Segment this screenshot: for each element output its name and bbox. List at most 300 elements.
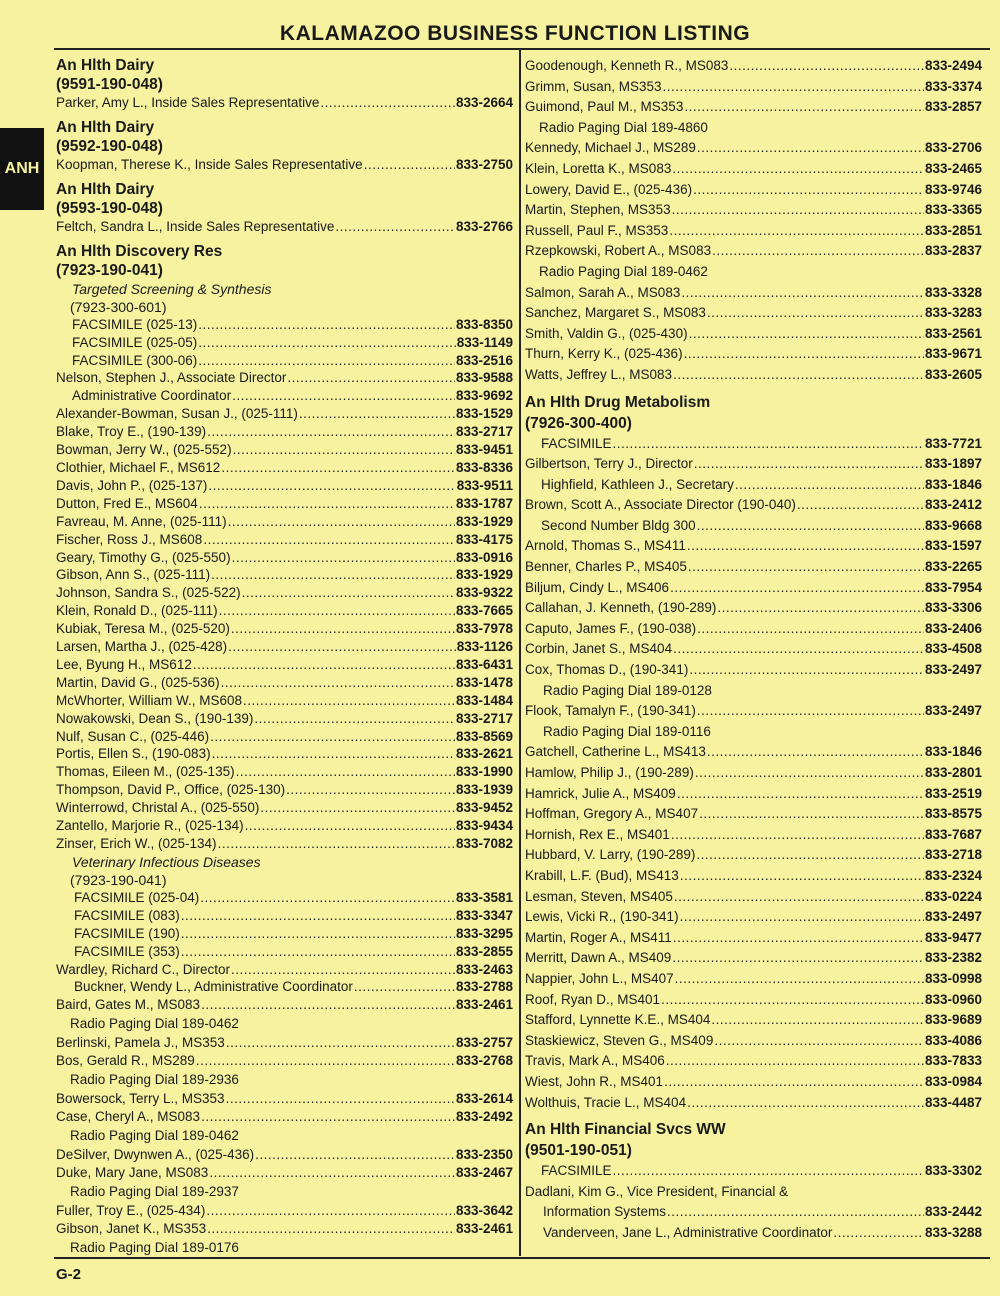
entry-phone: 833-1529	[455, 406, 513, 422]
entry-phone: 833-9434	[455, 818, 513, 834]
listing-entry	[56, 387, 513, 405]
dot-leader	[677, 784, 924, 805]
listing-entry	[525, 159, 982, 180]
dot-leader	[236, 763, 455, 781]
entry-phone: 833-2519	[924, 785, 982, 801]
entry-name: Second Number Bldg 300	[541, 517, 696, 533]
dot-leader	[208, 477, 455, 495]
dot-leader	[260, 799, 455, 817]
listing-entry	[56, 996, 513, 1014]
entry-name: Thompson, David P., Office, (025-130)	[56, 782, 286, 798]
listing-entry	[525, 1072, 982, 1093]
entry-phone: 833-2442	[924, 1204, 982, 1220]
listing-entry	[56, 710, 513, 728]
dot-leader	[198, 316, 455, 334]
dot-leader	[210, 728, 455, 746]
entry-name: Fischer, Ross J., MS608	[56, 531, 203, 547]
entry-phone: 833-0960	[924, 991, 982, 1007]
dot-leader	[672, 159, 924, 180]
entry-name: Arnold, Thomas S., MS411	[525, 538, 686, 554]
dot-leader	[674, 887, 924, 908]
listing-entry	[56, 781, 513, 799]
entry-name: Russell, Paul F., MS353	[525, 222, 669, 238]
entry-name: Blake, Troy E., (190-139)	[56, 424, 207, 440]
listing-entry	[56, 513, 513, 531]
entry-name: Favreau, M. Anne, (025-111)	[56, 513, 227, 529]
entry-phone: 833-2492	[455, 1108, 513, 1124]
entry-phone: 833-2801	[924, 765, 982, 780]
entry-phone: 833-8575	[924, 806, 982, 822]
listing-entry	[56, 423, 513, 441]
listing-entry	[56, 889, 513, 907]
entry-phone: 833-2465	[924, 160, 982, 176]
entry-name: Hubbard, V. Larry, (190-289)	[525, 847, 696, 863]
entry-phone: 833-2461	[455, 1220, 513, 1236]
entry-phone: 833-2857	[924, 99, 982, 115]
entry-phone: 833-7954	[924, 579, 982, 595]
dot-leader	[675, 969, 924, 990]
entry-name: Dutton, Fred E., MS604	[56, 495, 198, 511]
entry-name: Vanderveen, Jane L., Administrative Coordinator	[543, 1224, 833, 1240]
entry-phone: 833-8350	[455, 316, 513, 332]
listing-entry	[56, 925, 513, 943]
dot-leader	[664, 1072, 924, 1093]
listing-entry	[56, 369, 513, 387]
entry-phone: 833-9689	[924, 1012, 982, 1028]
entry-phone: 833-9692	[455, 388, 513, 404]
listing-entry	[56, 441, 513, 459]
entry-name: Gilbertson, Terry J., Director	[525, 456, 693, 472]
dot-leader	[255, 1146, 455, 1164]
entry-name: Nappier, John L., MS407	[525, 970, 674, 986]
entry-name: Benner, Charles P., MS405	[525, 559, 687, 575]
entry-phone: 833-2851	[924, 222, 982, 238]
dot-leader	[233, 441, 455, 459]
entry-name: Wardley, Richard C., Director	[56, 961, 231, 977]
entry-phone: 833-2497	[924, 909, 982, 925]
entry-name: Larsen, Martha J., (025-428)	[56, 639, 228, 655]
entry-name: Stafford, Lynnette K.E., MS404	[525, 1012, 711, 1028]
entry-name: Lesman, Steven, MS405	[525, 888, 673, 904]
entry-name: Nelson, Stephen J., Associate Director	[56, 370, 287, 386]
entry-name: Klein, Loretta K., MS083	[525, 160, 672, 176]
entry-phone: 833-1787	[455, 495, 513, 511]
listing-entry	[56, 817, 513, 835]
dot-leader	[671, 825, 924, 846]
listing-entry	[56, 316, 513, 334]
entry-name: Thurn, Kerry K., (025-436)	[525, 346, 683, 362]
listing-entry	[56, 1108, 513, 1126]
listing-entry	[56, 352, 513, 370]
subsection-heading: Targeted Screening & Synthesis	[72, 280, 272, 297]
dot-leader	[613, 1161, 924, 1182]
listing-entry	[56, 656, 513, 674]
entry-name: Lee, Byung H., MS612	[56, 656, 192, 672]
dot-leader	[797, 495, 924, 516]
entry-phone: 833-2516	[455, 352, 513, 368]
entry-name: Smith, Valdin G., (025-430)	[525, 325, 688, 341]
entry-phone: 833-9746	[924, 181, 982, 197]
dot-leader	[688, 557, 924, 578]
listing-entry	[56, 907, 513, 925]
entry-phone: 833-2463	[455, 961, 513, 977]
dot-leader	[673, 365, 924, 386]
entry-phone: 833-3288	[924, 1224, 982, 1240]
entry-name: Callahan, J. Kenneth, (190-289)	[525, 600, 717, 616]
listing-entry	[525, 77, 982, 98]
department-heading: An Hlth Dairy	[56, 57, 155, 74]
entry-phone: 833-2768	[455, 1053, 513, 1069]
listing-entry	[56, 961, 513, 979]
note-line: Radio Paging Dial 189-0116	[543, 723, 711, 739]
dot-leader	[286, 781, 455, 799]
entry-name: Duke, Mary Jane, MS083	[56, 1164, 209, 1180]
dot-leader	[697, 138, 924, 159]
section-tab: ANH	[0, 128, 44, 210]
entry-name: Johnson, Sandra S., (025-522)	[56, 585, 241, 601]
listing-entry	[525, 948, 982, 969]
entry-name: Bos, Gerald R., MS289	[56, 1053, 195, 1069]
note-line: Radio Paging Dial 189-4860	[539, 119, 708, 135]
entry-name: Zantello, Marjorie R., (025-134)	[56, 818, 244, 834]
listing-entry	[56, 156, 513, 174]
dot-leader	[354, 978, 455, 996]
entry-phone: 833-3347	[455, 907, 513, 923]
entry-name: Berlinski, Pamela J., MS353	[56, 1035, 225, 1051]
dot-leader	[669, 221, 924, 242]
dot-leader	[680, 866, 924, 887]
entry-name: Staskiewicz, Steven G., MS409	[525, 1032, 714, 1048]
entry-name: Baird, Gates M., MS083	[56, 997, 201, 1013]
listing-entry	[56, 943, 513, 961]
dot-leader	[673, 928, 924, 949]
listing-entry	[525, 969, 982, 990]
entry-phone: 833-3306	[924, 600, 982, 616]
entry-phone: 833-1478	[455, 674, 513, 690]
entry-phone: 833-9668	[924, 517, 982, 533]
listing-entry	[525, 200, 982, 221]
listing-entry	[56, 763, 513, 781]
entry-name: Grimm, Susan, MS353	[525, 78, 662, 94]
dot-leader	[212, 745, 455, 763]
right-column	[525, 56, 982, 1243]
dot-leader	[320, 94, 455, 112]
dot-leader	[232, 387, 455, 405]
entry-name: Administrative Coordinator	[72, 388, 232, 404]
listing-entry	[525, 56, 982, 77]
entry-name: Hamlow, Philip J., (190-289)	[525, 765, 694, 780]
entry-name: FACSIMILE	[541, 435, 612, 451]
listing-entry	[56, 218, 513, 236]
note-line: Radio Paging Dial 189-2936	[70, 1072, 239, 1088]
entry-phone: 833-2837	[924, 243, 982, 259]
entry-phone: 833-4508	[924, 641, 982, 657]
dot-leader	[232, 549, 455, 567]
entry-phone: 833-0224	[924, 888, 982, 904]
dot-leader	[697, 701, 924, 722]
entry-phone: 833-2561	[924, 325, 982, 341]
dot-leader	[717, 598, 924, 619]
listing-entry	[525, 97, 982, 118]
listing-entry	[56, 692, 513, 710]
dot-leader	[201, 996, 455, 1014]
dot-leader	[181, 925, 455, 943]
entry-phone: 833-0916	[455, 549, 513, 565]
entry-phone: 833-2717	[455, 424, 513, 440]
entry-name: Roof, Ryan D., MS401	[525, 991, 661, 1007]
dot-leader	[228, 513, 455, 531]
entry-name: Krabill, L.F. (Bud), MS413	[525, 867, 679, 883]
listing-entry	[56, 405, 513, 423]
entry-phone: 833-3365	[924, 202, 982, 218]
entry-phone: 833-3374	[924, 78, 982, 94]
entry-name: Martin, David G., (025-536)	[56, 674, 220, 690]
listing-entry	[56, 1202, 513, 1220]
listing-entry	[525, 283, 982, 304]
department-heading: An Hlth Discovery Res	[56, 242, 223, 260]
entry-name: Salmon, Sarah A., MS083	[525, 284, 681, 300]
dot-leader	[714, 1031, 924, 1052]
entry-name: Case, Cheryl A., MS083	[56, 1108, 201, 1124]
listing-entry	[525, 578, 982, 599]
entry-name: Hoffman, Gregory A., MS407	[525, 806, 699, 822]
dot-leader	[299, 405, 455, 423]
entry-phone: 833-1990	[455, 764, 513, 780]
entry-phone: 833-2718	[924, 847, 982, 863]
listing-entry	[525, 639, 982, 660]
subsection-code: (7923-300-601)	[70, 298, 167, 315]
dot-leader	[231, 620, 455, 638]
entry-phone: 833-3302	[924, 1163, 982, 1179]
dot-leader	[712, 241, 924, 262]
entry-name: Goodenough, Kenneth R., MS083	[525, 58, 729, 73]
listing-entry	[525, 516, 982, 537]
dot-leader	[696, 845, 924, 866]
listing-entry	[525, 701, 982, 722]
entry-name: Klein, Ronald D., (025-111)	[56, 603, 218, 619]
entry-phone: 833-3581	[455, 889, 513, 905]
entry-name: Koopman, Therese K., Inside Sales Representative	[56, 156, 363, 172]
dot-leader	[199, 495, 455, 513]
dot-leader	[687, 1093, 924, 1114]
listing-entry	[525, 928, 982, 949]
dot-leader	[198, 352, 455, 370]
dot-leader	[613, 434, 924, 455]
entry-phone: 833-7721	[924, 435, 982, 451]
entry-phone: 833-0984	[924, 1073, 982, 1089]
entry-name: Caputo, James F., (190-038)	[525, 620, 697, 636]
dot-leader	[729, 56, 924, 77]
listing-entry	[525, 1202, 982, 1223]
entry-name: FACSIMILE (083)	[74, 907, 180, 923]
department-heading: (7923-190-041)	[56, 261, 163, 279]
dot-leader	[200, 889, 455, 907]
department-heading: An Hlth Dairy	[56, 118, 155, 136]
dot-leader	[221, 674, 455, 692]
listing-entry	[525, 221, 982, 242]
dot-leader	[697, 619, 924, 640]
entry-phone: 833-2766	[455, 218, 513, 234]
listing-entry	[56, 602, 513, 620]
entry-phone: 833-2664	[455, 95, 513, 110]
department-heading: An Hlth Financial Svcs WW	[525, 1121, 726, 1139]
entry-name: Nulf, Susan C., (025-446)	[56, 728, 210, 744]
column-divider	[519, 50, 521, 1256]
dot-leader	[193, 656, 455, 674]
entry-name: FACSIMILE	[541, 1163, 612, 1179]
dot-leader	[196, 1052, 455, 1070]
entry-phone: 833-2406	[924, 620, 982, 636]
dot-leader	[684, 344, 924, 365]
listing-entry	[525, 619, 982, 640]
entry-phone: 833-2497	[924, 703, 982, 719]
entry-name: Merritt, Dawn A., MS409	[525, 950, 672, 966]
entry-name: Information Systems	[543, 1204, 667, 1220]
entry-phone: 833-6431	[455, 656, 513, 672]
entry-phone: 833-2324	[924, 867, 982, 883]
dot-leader	[693, 180, 924, 201]
entry-name: Bowman, Jerry W., (025-552)	[56, 442, 232, 458]
dot-leader	[684, 97, 924, 118]
entry-name: Buckner, Wendy L., Administrative Coordinator	[74, 979, 353, 995]
listing-entry	[525, 1051, 982, 1072]
listing-entry	[525, 495, 982, 516]
entry-phone: 833-9452	[455, 800, 513, 816]
listing-entry	[56, 728, 513, 746]
dot-leader	[673, 639, 924, 660]
dot-leader	[198, 334, 455, 352]
listing-entry	[525, 887, 982, 908]
entry-phone: 833-9477	[924, 929, 982, 945]
entry-phone: 833-9671	[924, 346, 982, 362]
entry-name: Sanchez, Margaret S., MS083	[525, 305, 706, 321]
subsection-heading: Veterinary Infectious Diseases	[72, 853, 261, 870]
entry-phone: 833-9588	[455, 370, 513, 386]
dot-leader	[207, 423, 455, 441]
left-column	[56, 56, 513, 1258]
entry-phone: 833-3295	[455, 925, 513, 941]
dot-leader	[672, 948, 924, 969]
entry-phone: 833-9322	[455, 585, 513, 601]
note-line: Radio Paging Dial 189-2937	[70, 1183, 239, 1199]
department-heading: (9501-190-051)	[525, 1142, 632, 1160]
listing-entry	[56, 531, 513, 549]
note-line: Radio Paging Dial 189-0176	[70, 1239, 239, 1255]
department-heading: (9593-190-048)	[56, 199, 163, 217]
listing-entry	[525, 1031, 982, 1052]
entry-name: Biljum, Cindy L., MS406	[525, 579, 670, 595]
entry-name: Kennedy, Michael J., MS289	[525, 140, 696, 156]
entry-name: FACSIMILE (025-05)	[72, 334, 198, 350]
listing-entry	[525, 1093, 982, 1114]
dot-leader	[201, 1108, 455, 1126]
listing-entry	[525, 804, 982, 825]
entry-phone: 833-1484	[455, 692, 513, 708]
listing-entry	[56, 584, 513, 602]
entry-phone: 833-2717	[455, 710, 513, 726]
listing-entry	[56, 638, 513, 656]
entry-phone: 833-7082	[455, 836, 513, 851]
entry-name: Wolthuis, Tracie L., MS404	[525, 1094, 687, 1110]
listing-entry	[56, 495, 513, 513]
dot-leader	[226, 1090, 455, 1108]
entry-name: Flook, Tamalyn F., (190-341)	[525, 703, 696, 719]
entry-name: DeSilver, Dwynwen A., (025-436)	[56, 1146, 255, 1162]
entry-phone: 833-2757	[455, 1035, 513, 1051]
dot-leader	[833, 1223, 924, 1244]
entry-phone: 833-2497	[924, 662, 982, 678]
entry-phone: 833-1597	[924, 538, 982, 554]
listing-entry	[525, 1161, 982, 1182]
dot-leader	[207, 1220, 455, 1238]
entry-phone: 833-7665	[455, 603, 513, 619]
dot-leader	[364, 156, 455, 174]
dot-leader	[707, 303, 924, 324]
entry-name: Thomas, Eileen M., (025-135)	[56, 764, 235, 780]
listing-entry	[525, 990, 982, 1011]
dot-leader	[699, 804, 924, 825]
entry-phone: 833-1149	[456, 334, 513, 350]
entry-name: Martin, Stephen, MS353	[525, 202, 671, 218]
listing-entry	[525, 598, 982, 619]
entry-name: FACSIMILE (190)	[74, 925, 180, 941]
listing-entry	[525, 825, 982, 846]
entry-phone: 833-2855	[455, 943, 513, 959]
listing-entry	[56, 799, 513, 817]
entry-name: Nowakowski, Dean S., (190-139)	[56, 710, 254, 726]
entry-name: Travis, Mark A., MS406	[525, 1053, 665, 1069]
dot-leader	[667, 1202, 924, 1223]
dot-leader	[242, 584, 455, 602]
department-heading: An Hlth Drug Metabolism	[525, 393, 711, 411]
listing-entry	[525, 344, 982, 365]
entry-name: Highfield, Kathleen J., Secretary	[541, 476, 734, 492]
dot-leader	[707, 742, 924, 763]
entry-name: Winterrowd, Christal A., (025-550)	[56, 800, 260, 816]
entry-phone: 833-2382	[924, 950, 982, 966]
listing-entry	[525, 365, 982, 386]
entry-name: FACSIMILE (025-04)	[74, 889, 200, 905]
entry-phone: 833-1897	[924, 456, 982, 472]
dot-leader	[211, 566, 455, 584]
entry-name: Cox, Thomas D., (190-341)	[525, 662, 689, 678]
listing-entry	[56, 334, 513, 352]
entry-name: Zinser, Erich W., (025-134)	[56, 836, 217, 851]
department-heading: (7926-300-400)	[525, 414, 632, 432]
entry-phone: 833-1846	[924, 744, 982, 760]
dot-leader	[219, 602, 455, 620]
entry-phone: 833-2788	[455, 979, 513, 995]
entry-phone: 833-4086	[924, 1032, 982, 1048]
entry-name: Brown, Scott A., Associate Director (190-040)	[525, 497, 796, 513]
dot-leader	[226, 1034, 455, 1052]
department-heading: An Hlth Dairy	[56, 180, 155, 198]
entry-name: Hornish, Rex E., MS401	[525, 826, 670, 842]
entry-phone: 833-9451	[455, 442, 513, 458]
dot-leader	[335, 218, 455, 236]
entry-name: FACSIMILE (025-13)	[72, 316, 198, 332]
dot-leader	[209, 1164, 455, 1182]
subsection-code: (7923-190-041)	[70, 871, 167, 888]
listing-entry	[525, 180, 982, 201]
entry-name: FACSIMILE (353)	[74, 943, 180, 959]
listing-entry	[525, 1223, 982, 1244]
dot-leader	[228, 638, 456, 656]
dot-leader	[672, 200, 924, 221]
note-line: Dadlani, Kim G., Vice President, Financial &	[525, 1183, 789, 1199]
listing-entry	[525, 324, 982, 345]
note-line: Radio Paging Dial 189-0462	[539, 263, 708, 279]
